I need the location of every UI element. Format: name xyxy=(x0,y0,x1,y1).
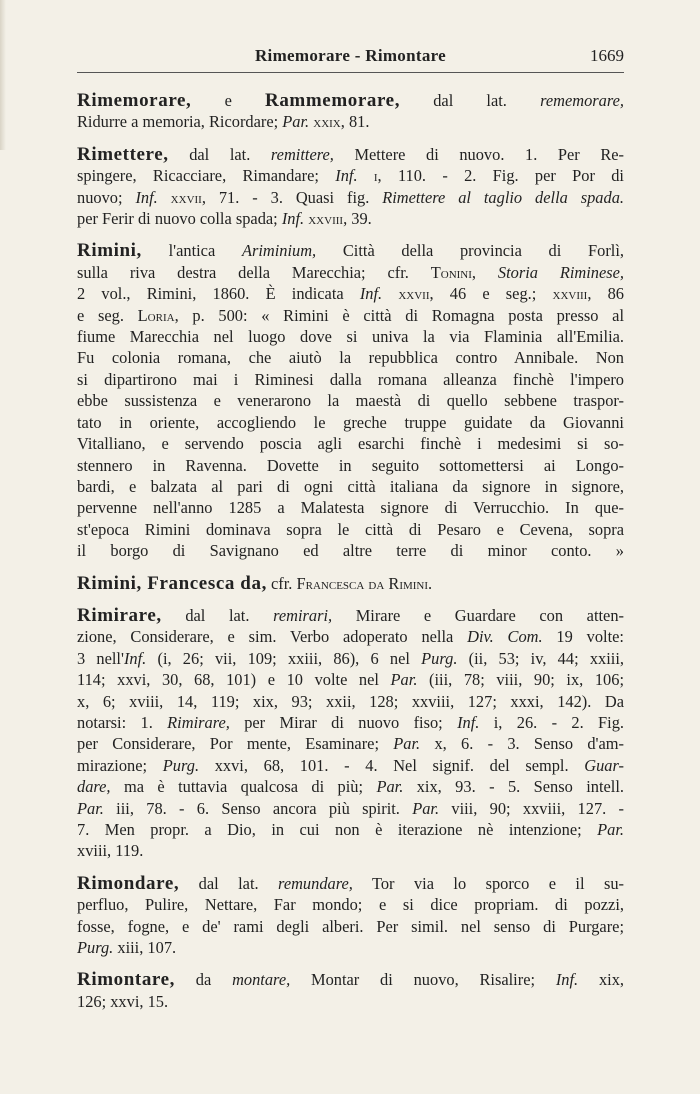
entry-rimini-francesca: Rimini, Francesca da, cfr. Francesca da Rimini. xyxy=(77,572,433,594)
entry-rimemorare: Rimemorare, e Rammemorare, dal lat. rememorare, Ridurre a memoria, Ricordare; Par. xxix, 81. xyxy=(77,90,624,132)
entry-rimondare: Rimondare, dal lat. remundare, Tor via lo sporco e il su- perfluo, Pulire, Nettare, Far mondo; e si dice propriam. di pozzi, fosse, fogne, e de' rami degli alberi. Per simil. nel senso di Purgare; Purg. xiii, 107. xyxy=(77,872,624,958)
running-head: Rimemorare - Rimontare xyxy=(254,46,447,65)
headword: Rimini, Francesca da, xyxy=(77,572,267,594)
entry-rimontare: Rimontare, da montare, Montar di nuovo, Risalire; Inf. xix, 126; xxvi, 15. xyxy=(77,969,624,1011)
entries xyxy=(77,90,624,1023)
page-edge-shadow xyxy=(0,0,6,150)
headword: Rimontare, xyxy=(77,969,175,991)
headword: Rimini, xyxy=(77,240,142,262)
headword: Rimirare, xyxy=(77,604,162,626)
headword-variant: Rammemorare, xyxy=(265,90,401,111)
page-number: 1669 xyxy=(590,46,624,65)
page-header xyxy=(77,42,624,73)
entry-rimettere: Rimettere, dal lat. remittere, Mettere di nuovo. 1. Per Re- spingere, Ricacciare, Rimandare; Inf. i, 110. - 2. Fig. per Por di nuovo; Inf. xxvii, 71. - 3. Quasi fig. Rimettere al taglio della spada. per Ferir di nuovo colla spada; Inf. xxviii, 39. xyxy=(77,143,624,229)
headword: Rimettere, xyxy=(77,143,169,165)
headword: Rimemorare, xyxy=(77,90,192,111)
entry-rimini: Rimini, l'antica Ariminium, Città della provincia di Forlì, sulla riva destra della Marecchia; cfr. Tonini, Storia Riminese, 2 vol., Rimini, 1860. È indicata Inf. xxvii, 46 e seg.; xxviii, 86 e seg. Loria, p. 500: « Rimini è città di Romagna posta presso al fiume Marecchia nel luogo dove si univa la via Flaminia all'Emilia. Fu colonia romana, che aiutò la repubblica contro Annibale. Non si dipartirono mai i Riminesi dalla romana alleanza finchè l'impero ebbe sussistenza e venerarono la maestà di quello sebbene traspor- tato in oriente, accogliendo le greche truppe guidate da Giovanni Vitalliano, e servendo poscia agli esarchi finchè i medesimi si so- stennero in Ravenna. Dovette in seguito sottomettersi ai Longo- bardi, e balzata al pari di ogni città italiana da signore in signore, pervenne nell'anno 1285 a Malatesta signore di Verrucchio. In que- st'epoca Rimini dominava sopra le città di Pesaro e Cevena, sopra il borgo di Savignano ed altre terre di minor conto. » xyxy=(77,240,625,561)
entry-rimirare: Rimirare, dal lat. remirari, Mirare e Guardare con atten- zione, Considerare, e sim. Verbo adoperato nella Div. Com. 19 volte: 3 nell'Inf. (i, 26; vii, 109; xxiii, 86), 6 nel Purg. (ii, 53; iv, 44; xxiii, 114; xxvi, 30, 68, 101) e 10 volte nel Par. (iii, 78; viii, 90; ix, 106; x, 6; xviii, 14, 119; xix, 93; xxii, 128; xxviii, 127; xxxi, 142). Da notarsi: 1. Rimirare, per Mirar di nuovo fiso; Inf. i, 26. - 2. Fig. per Considerare, Por mente, Esaminare; Par. x, 6. - 3. Senso d'am- mirazione; Purg. xxvi, 68, 101. - 4. Nel signif. del sempl. Guar- dare, ma è tuttavia qualcosa di più; Par. xix, 93. - 5. Senso intell. Par. iii, 78. - 6. Senso ancora più spirit. Par. viii, 90; xxviii, 127. - 7. Men propr. a Dio, in cui non è iterazione nè intenzione; Par. xviii, 119. xyxy=(77,604,625,861)
headword: Rimondare, xyxy=(77,872,180,894)
